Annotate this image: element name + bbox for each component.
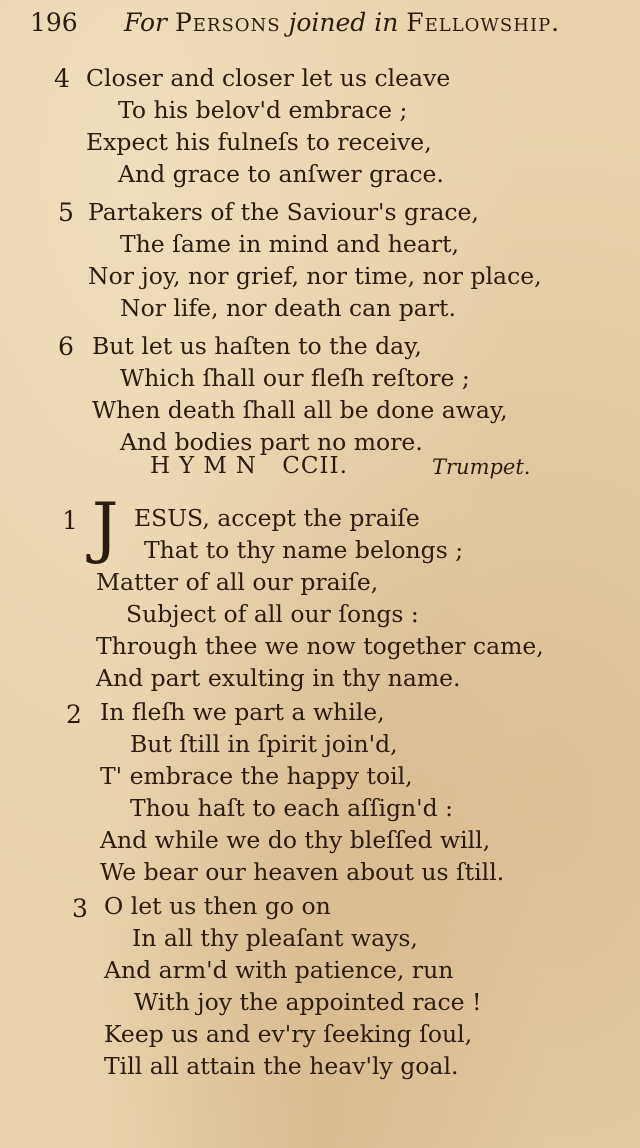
verse-line: To his belov'd embrace ; — [118, 96, 408, 124]
verse-line: We bear our heaven about us ſtill. — [100, 858, 505, 886]
verse-line: O let us then go on — [104, 892, 331, 920]
verse-line: Through thee we now together came, — [96, 632, 544, 660]
verse-line: Till all attain the heav'ly goal. — [104, 1052, 459, 1080]
stanza-number: 4 — [54, 64, 70, 93]
verse-line: Subject of all our ſongs : — [126, 600, 419, 628]
running-title-for: For — [124, 8, 167, 37]
stanza-number: 5 — [58, 198, 74, 227]
verse-line: Closer and closer let us cleave — [86, 64, 451, 92]
running-title-fellowship: Fellowship. — [406, 8, 561, 37]
stanza-number: 2 — [66, 700, 82, 729]
running-title-persons: Persons — [174, 8, 281, 37]
verse-line: That to thy name belongs ; — [144, 536, 464, 564]
verse-line: When death ſhall all be done away, — [92, 396, 508, 424]
verse-line: With joy the appointed race ! — [134, 988, 482, 1016]
verse-line: But ſtill in ſpirit join'd, — [130, 730, 398, 758]
drop-cap: J — [92, 489, 119, 566]
page-header — [30, 6, 630, 46]
page-number: 196 — [30, 8, 78, 37]
verse-line: And arm'd with patience, run — [104, 956, 454, 984]
stanza-number: 3 — [72, 894, 88, 923]
verse-line: And part exulting in thy name. — [96, 664, 461, 692]
verse-line: But let us haſten to the day, — [92, 332, 422, 360]
verse-line: In fleſh we part a while, — [100, 698, 385, 726]
verse-line: Which ſhall our fleſh reſtore ; — [120, 364, 470, 392]
verse-line: Keep us and ev'ry ſeeking ſoul, — [104, 1020, 473, 1048]
verse-line: And bodies part no more. — [120, 428, 423, 456]
verse-line: Partakers of the Saviour's grace, — [88, 198, 479, 226]
hymn-tune: Trumpet. — [432, 455, 531, 479]
verse-line: Matter of all our praiſe, — [96, 568, 379, 596]
running-title-joined-in: joined in — [288, 8, 399, 37]
verse-line: T' embrace the happy toil, — [100, 762, 413, 790]
hymn-title — [150, 453, 531, 479]
stanza-number: 1 — [62, 506, 78, 535]
running-title — [124, 8, 560, 37]
verse-line: And while we do thy bleſſed will, — [100, 826, 491, 854]
hymn-numeral: CCII. — [282, 453, 348, 479]
hymn-label: HYMN — [150, 453, 265, 479]
verse-line: ESUS, accept the praiſe — [134, 504, 420, 532]
verse-line: Thou haſt to each aſſign'd : — [130, 794, 454, 822]
verse-line: The ſame in mind and heart, — [120, 230, 459, 258]
verse-line: Nor joy, nor grief, nor time, nor place, — [88, 262, 542, 290]
verse-line: In all thy pleaſant ways, — [132, 924, 418, 952]
verse-line: Expect his fulneſs to receive, — [86, 128, 432, 156]
verse-line: Nor life, nor death can part. — [120, 294, 456, 322]
stanza-number: 6 — [58, 332, 74, 361]
verse-line: And grace to anſwer grace. — [118, 160, 444, 188]
